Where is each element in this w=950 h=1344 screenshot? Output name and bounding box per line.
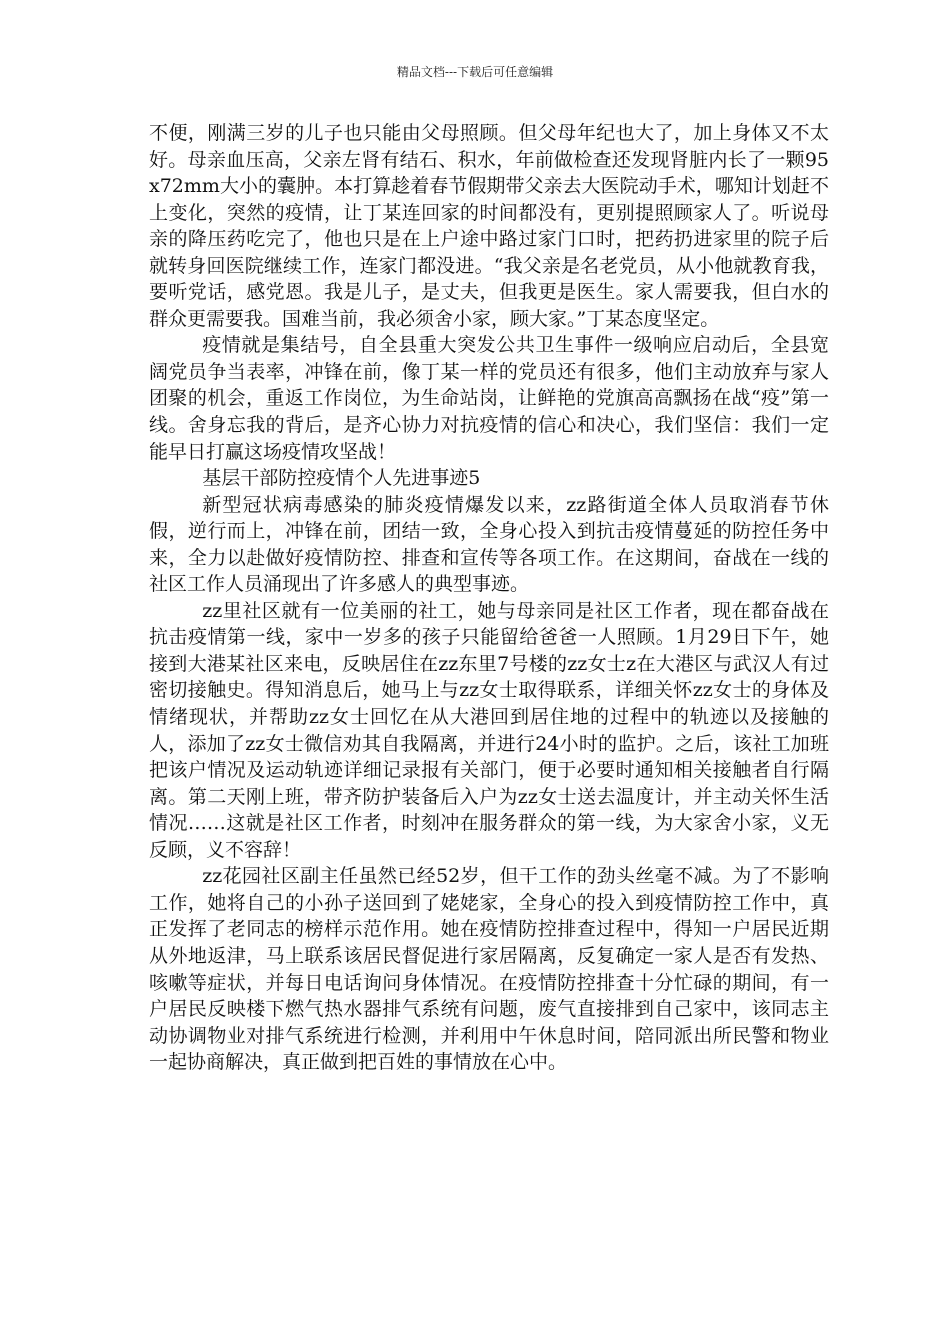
paragraph: 疫情就是集结号，自全县重大突发公共卫生事件一级响应启动后，全县宽阔党员争当表率，冲锋在前，像丁某一样的党员还有很多，他们主动放弃与家人团聚的机会，重返工作岗位，为生命站岗，让鲜艳的党旗高高飘扬在战“疫”第一线。舍身忘我的背后，是齐心协力对抗疫情的信心和决心，我们坚信：我们一定能早日打赢这场疫情攻坚战！: [149, 334, 829, 463]
paragraph-continued: 不便，刚满三岁的儿子也只能由父母照顾。但父母年纪也大了，加上身体又不太好。母亲血压高，父亲左肾有结石、积水，年前做检查还发现肾脏内长了一颗95x72mm大小的囊肿。本打算趁着春节假期带父亲去大医院动手术，哪知计划赶不上变化，突然的疫情，让丁某连回家的时间都没有，更别提照顾家人了。听说母亲的降压药吃完了，他也只是在上户途中路过家门口时，把药扔进家里的院子后就转身回医院继续工作，连家门都没进。“我父亲是名老党员，从小他就教育我，要听党话，感党恩。我是儿子，是丈夫，但我更是医生。家人需要我，但白水的群众更需要我。国难当前，我必须舍小家，顾大家。”丁某态度坚定。: [149, 122, 829, 330]
page-header: 精品文档---下载后可任意编辑: [396, 65, 554, 79]
paragraph: zz花园社区副主任虽然已经52岁，但干工作的劲头丝毫不减。为了不影响工作，她将自己的小孙子送回到了姥姥家，全身心的投入到疫情防控工作中，真正发挥了老同志的榜样示范作用。她在疫情防控排查过程中，得知一户居民近期从外地返津，马上联系该居民督促进行家居隔离，反复确定一家人是否有发热、咳嗽等症状，并每日电话询问身体情况。在疫情防控排查十分忙碌的期间，有一户居民反映楼下燃气热水器排气系统有问题，废气直接排到自己家中，该同志主动协调物业对排气系统进行检测，并利用中午休息时间，陪同派出所民警和物业一起协商解决，真正做到把百姓的事情放在心中。: [149, 865, 829, 1074]
section-heading: 基层干部防控疫情个人先进事迹5: [202, 467, 481, 490]
paragraph: zz里社区就有一位美丽的社工，她与母亲同是社区工作者，现在都奋战在抗击疫情第一线，家中一岁多的孩子只能留给爸爸一人照顾。1月29日下午，她接到大港某社区来电，反映居住在zz东里7号楼的zz女士z在大港区与武汉人有过密切接触史。得知消息后，她马上与zz女士取得联系，详细关怀zz女士的身体及情绪现状，并帮助zz女士回忆在从大港回到居住地的过程中的轨迹以及接触的人，添加了zz女士微信劝其自我隔离，并进行24小时的监护。之后，该社工加班把该户情况及运动轨迹详细记录报有关部门，便于必要时通知相关接触者自行隔离。第二天刚上班，带齐防护装备后入户为zz女士送去温度计，并主动关怀生活情况……这就是社区工作者，时刻冲在服务群众的第一线，为大家舍小家，义无反顾，义不容辞！: [149, 599, 829, 861]
paragraph: 新型冠状病毒感染的肺炎疫情爆发以来，zz路街道全体人员取消春节休假，逆行而上，冲锋在前，团结一致，全身心投入到抗击疫情蔓延的防控任务中来，全力以赴做好疫情防控、排查和宣传等各项工作。在这期间，奋战在一线的社区工作人员涌现出了许多感人的典型事迹。: [149, 493, 829, 596]
document-body: [149, 120, 829, 1076]
